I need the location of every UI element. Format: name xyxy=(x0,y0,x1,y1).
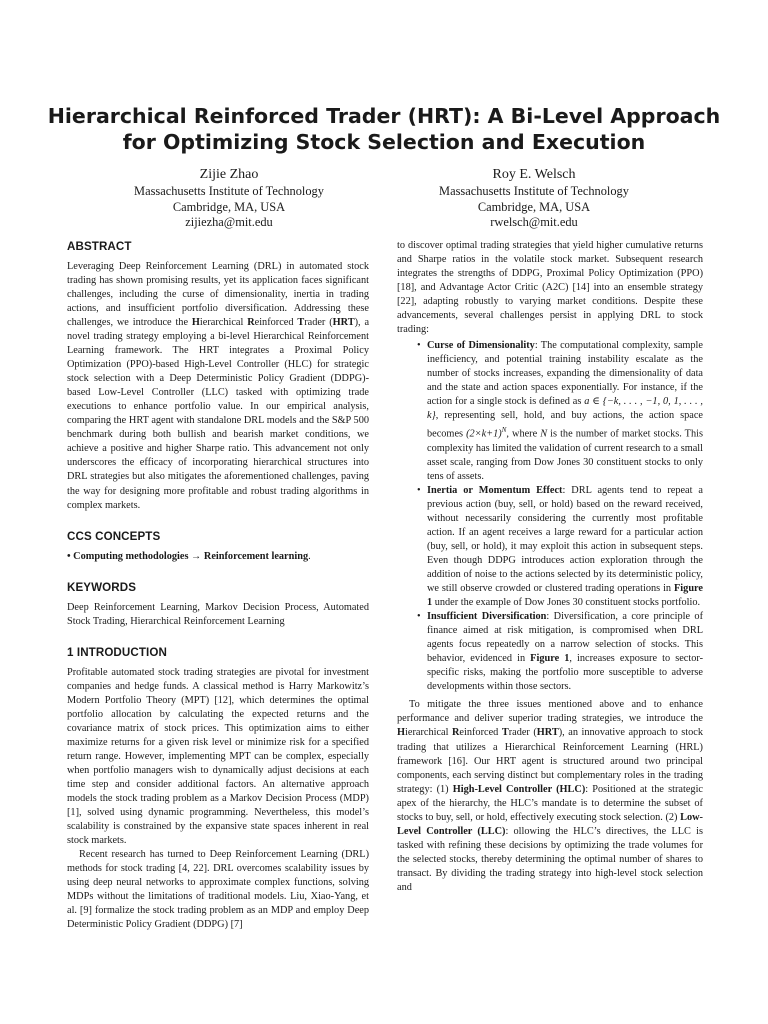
author-1 xyxy=(64,166,394,231)
introduction-heading: 1 INTRODUCTION xyxy=(67,645,167,659)
keywords-heading: KEYWORDS xyxy=(67,580,137,594)
author-block xyxy=(0,166,768,236)
intro-paragraph-2: Recent research has turned to Deep Reinforcement Learning (DRL) methods for stock trading [4, 22]. DRL overcomes scalability issues by using deep neural networks to approximate complex functions, solving MDPs without the limitations of traditional models. Liu, Xiao-Yang, et al. [9] formalize the stock trading problem as an MDP and employ Deep Deterministic Policy Gradient (DDPG) [7] xyxy=(67,849,369,931)
ccs-concepts: • Computing methodologies → Reinforcement learning. xyxy=(67,550,311,562)
author-2 xyxy=(369,166,699,231)
figure-1-ref[interactable]: Figure 1 xyxy=(530,653,570,665)
author-name: Zijie Zhao xyxy=(199,167,259,182)
author-name: Roy E. Welsch xyxy=(492,167,576,182)
list-item-inertia: • Inertia or Momentum Effect: DRL agents tend to repeat a previous action (buy, sell, or hold) based on the reward received, without necessarily considering the currently most profitable action. If an agent receives a large reward for a particular action (buy, sell, or hold), it may exploit this action in subsequent steps. Even though DDPG introduces action exploration through the addition of noise to the actions selected by its deterministic policy, we still observe crowded or clustered trading operations in Figure 1 under the example of Dow Jones 30 constituent stocks portfolio. xyxy=(427,484,703,610)
keywords-text: Deep Reinforcement Learning, Markov Decision Process, Automated Stock Trading, Hierarchical Reinforcement Learning xyxy=(67,601,369,627)
author-affiliation: Massachusetts Institute of Technology xyxy=(439,184,629,198)
author-affiliation: Massachusetts Institute of Technology xyxy=(134,184,324,198)
body-paragraph: To mitigate the three issues mentioned above and to enhance performance and deliver superior trading strategies, we introduce the Hierarchical Reinforced Trader (HRT), an innovative approach to stock trading that utilizes a Hierarchical Reinforcement Learning (HRL) framework [16]. Our HRT agent is structured around two principal components, each serving distinct but complementary roles in the trading strategy: (1) High-Level Controller (HLC): Positioned at the strategic apex of the hierarchy, the HLC’s mandate is to determine the subset of stocks to buy, sell, or hold, effectively executing stock selection. (2) Low-Level Controller (LLC): ollowing the HLC’s directives, the LLC is tasked with refining these decisions by optimizing the trade volumes for the selected stocks, thereby determining the optimal number of shares to transact. By dividing the trading strategy into high-level stock selection and xyxy=(397,699,704,893)
body-paragraph: to discover optimal trading strategies that yield higher cumulative returns and Sharpe ratios in the volatile stock market. Subsequent research integrates the strengths of DDPG, Proximal Policy Optimization (PPO) [18], and Advantage Actor Critic (A2C) [14] into an ensemble strategy [22], adapting robustly to varying market conditions. Despite these advancements, several challenges persist in applying DRL to stock trading: xyxy=(397,240,703,336)
list-item-diversification: • Insufficient Diversification: Diversification, a core principle of finance aimed at risk mitigation, is compromised when DRL agents focus repeatedly on a narrow selection of stocks. This behavior, evidenced in Figure 1, increases exposure to sector-specific risks, making the portfolio more susceptible to adverse developments within those sectors. xyxy=(427,610,703,694)
figure-1-ref[interactable]: Figure 1 xyxy=(427,583,703,609)
right-column xyxy=(397,239,703,895)
paper-title: Hierarchical Reinforced Trader (HRT): A Bi-Level Approach for Optimizing Stock Selection and Execution xyxy=(47,104,721,154)
author-location: Cambridge, MA, USA xyxy=(172,199,286,214)
author-location: Cambridge, MA, USA xyxy=(477,199,591,214)
abstract-heading: ABSTRACT xyxy=(67,240,132,253)
abstract-paragraph: Leveraging Deep Reinforcement Learning (DRL) in automated stock trading has shown promising results, yet its application faces significant challenges, including the curse of dimensionality, inertia in trading actions, and insufficient portfolio diversification. Addressing these challenges, we introduce the Hierarchical Reinforced Trader (HRT), a novel trading strategy employing a bi-level Hierarchical Reinforcement Learning framework. The HRT integrates a Proximal Policy Optimization (PPO)-based High-Level Controller (HLC) for strategic stock selection with a Deep Deterministic Policy Gradient (DDPG)-based Low-Level Controller (LLC) tasked with optimizing trade executions to enhance portfolio value. In our empirical analysis, comparing the HRT agent with standalone DRL models and the S&P 500 benchmark during both bullish and bearish market conditions, we achieve a positive and higher Sharpe ratio. This advancement not only underscores the efficacy of incorporating hierarchical structures into DRL strategies but also mitigates the aforementioned challenges, paving the way for designing more profitable and robust trading algorithms in complex markets. xyxy=(67,261,370,511)
left-column xyxy=(67,239,369,932)
ccs-heading: CCS CONCEPTS xyxy=(67,529,161,543)
intro-paragraph-1: Profitable automated stock trading strategies are pivotal for investment companies and hedge funds. A classical method is Harry Markowitz’s Modern Portfolio Theory (MPT) [12], which determines the optimal portfolio allocation by calculating the expected returns and the covariance matrix of stock prices. This optimization aims to either maximize returns for a given risk level or minimize risk for a specified return range. However, implementing MPT can be complex, especially when portfolio managers wish to dynamically adjust decisions at each time step and consider additional factors. An alternative approach models the stock trading problem as a Markov Decision Process (MDP) [1], solved using dynamic programming. Nevertheless, this model’s scalability is constrained by the expansive state spaces inherent in real stock markets. xyxy=(67,666,369,847)
author-email[interactable]: rwelsch@mit.edu xyxy=(490,215,578,229)
list-item-curse-of-dimensionality: • Curse of Dimensionality: The computational complexity, sample inefficiency, and potential training instability escalate as the number of stocks increases, expanding the dimensionality of data and the state and action spaces exponentially. For instance, if the action for a single stock is defined as a ∈ {−k, . . . , −1, 0, 1, . . . , k}, representing sell, hold, and buy actions, the action space becomes $(2\times k+1)^N$, where N is the number of market stocks. This complexity has limited the validation of current research to a small asset scale, ranging from Dow Jones 30 constituent stocks to only tens of assets. xyxy=(427,339,703,484)
author-email[interactable]: zijiezha@mit.edu xyxy=(185,215,273,229)
challenge-list xyxy=(397,339,703,694)
